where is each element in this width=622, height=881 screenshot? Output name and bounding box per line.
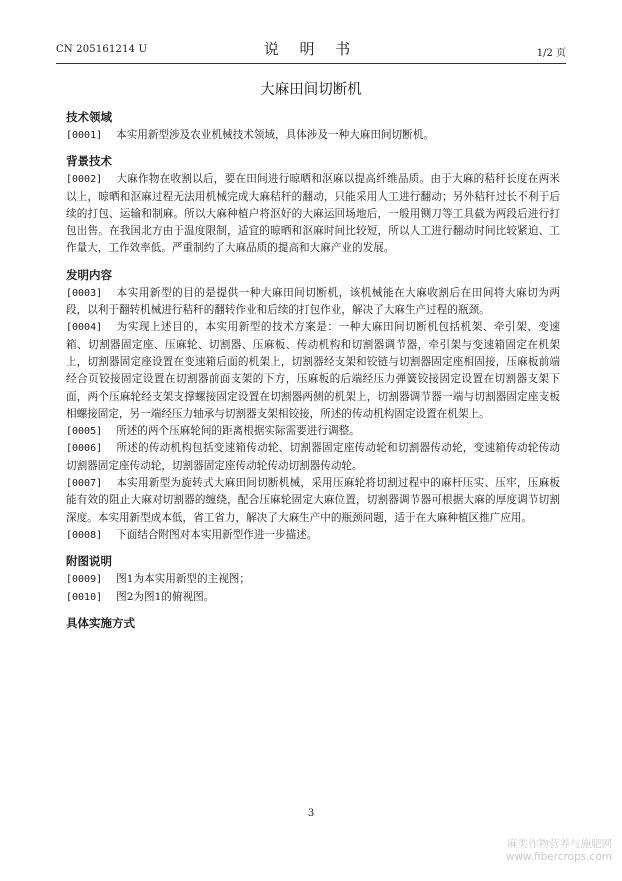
- paragraph: [66, 571, 560, 588]
- paragraph-text: 下面结合附图对本实用新型作进一步描述。: [116, 528, 318, 541]
- paragraph-text: 大麻作物在收割以后，要在田间进行晾晒和沤麻以提高纤维品质。由于大麻的秸秆长度在两米以上，晾晒和沤麻过程无法用机械完成大麻秸秆的翻动，只能采用人工进行翻动；另外秸秆过长不利于后续的打包、运输和制麻。所以大麻种植户将沤好的大麻运回场地后，一般用铡刀等工具截为两段后进行打包出售。在我国北方由于温度限制，适宜的晾晒和沤麻时间比较短，所以人工进行翻动时间比较紧迫、工作量大，工作效率低。严重制约了大麻品质的提高和大麻产业的发展。: [66, 173, 560, 255]
- paragraph-number: [0010]: [66, 591, 103, 603]
- paragraph-text: 为实现上述目的，本实用新型的技术方案是：一种大麻田间切断机包括机架、牵引架、变速箱、切割器固定座、压麻轮、切割器、压麻板、传动机构和切割器调节器，牵引架与变速箱固定在机架上，切割器固定座设置在变速箱后面的机架上，切割器经支架和铰链与切割器固定座相固接，压麻板前端经合页铰接固定设置在切割器前面支架的下方，压麻板的后端经压力弹簧铰接固定设置在切割器支架下面，两个压麻轮经支架支撑螺接固定设置在切割器两侧的机架上，切割器调节器一端与切割器固定座支板相螺接固定，另一端经压力轴承与切割器支架相铰接，所述的传动机构固定设置在机架上。: [66, 321, 560, 420]
- section-heading: 技术领域: [66, 110, 112, 124]
- watermark-url: www.fibercrops.com: [505, 851, 612, 863]
- paragraph: [66, 527, 560, 544]
- paragraph: [66, 589, 560, 606]
- paragraph: [66, 423, 560, 440]
- paragraph-number: [0005]: [66, 426, 103, 438]
- header-divider: [56, 63, 566, 64]
- patent-number: CN 205161214 U: [56, 44, 148, 55]
- paragraph: [66, 440, 560, 475]
- paragraph-text: 本实用新型的目的是提供一种大麻田间切断机，该机械能在大麻收割后在田间将大麻切为两段，以利于翻转机械进行秸秆的翻转作业和后续的打包作业，解决了大麻生产过程的瓶颈。: [66, 286, 560, 317]
- paragraph-number: [0007]: [66, 478, 103, 490]
- section: [66, 266, 560, 544]
- section-heading: 发明内容: [66, 267, 112, 282]
- paragraph-number: [0003]: [66, 287, 103, 299]
- paragraph-number: [0004]: [66, 322, 103, 334]
- paragraph-text: 本实用新型为旋转式大麻田间切断机械，采用压麻轮将切割过程中的麻杆压实、压牢，压麻板能有效的阻止大麻对切割器的缠绕，配合压麻轮固定大麻位置，切割器调节器可根据大麻的厚度调节切割深度。本实用新型成本低，省工省力，解决了大麻生产中的瓶颈问题，适于在大麻种植区推广应用。: [66, 477, 560, 524]
- paragraph-number: [0009]: [66, 574, 103, 586]
- page-header: [56, 38, 566, 58]
- section: [66, 552, 560, 606]
- paragraph: [66, 285, 560, 320]
- paragraph: [66, 319, 560, 423]
- section: [66, 614, 560, 633]
- section: [66, 152, 560, 257]
- paragraph: [66, 127, 560, 144]
- paragraph-text: 本实用新型涉及农业机械技术领域，具体涉及一种大麻田间切断机。: [116, 129, 434, 141]
- section-heading: 背景技术: [66, 154, 112, 169]
- section: [66, 108, 560, 144]
- paragraph-text: 所述的两个压麻轮间的距离根据实际需要进行调整。: [116, 425, 360, 438]
- paragraph-number: [0008]: [66, 529, 103, 541]
- watermark-text: 麻类作物营养与施肥网: [507, 838, 612, 850]
- paragraph-number: [0001]: [66, 130, 103, 141]
- paragraph: [66, 171, 560, 257]
- paragraph-text: 所述的传动机构包括变速箱传动轮、切割器固定座传动轮和切割器传动轮，变速箱传动轮传动切割器固定座传动轮，切割器固定座传动轮传动切割器传动轮。: [66, 442, 560, 472]
- document-title: 大麻田间切断机: [260, 82, 362, 98]
- section-heading: 附图说明: [66, 554, 112, 569]
- document-body: [66, 108, 560, 641]
- paragraph-text: 图2为图1的俯视图。: [116, 590, 215, 603]
- paragraph-text: 图1为本实用新型的主视图；: [116, 573, 250, 586]
- paragraph-number: [0002]: [66, 174, 103, 186]
- watermark: [506, 838, 612, 864]
- document-type: 说 明 书: [263, 40, 359, 58]
- section-heading: 具体实施方式: [66, 615, 135, 630]
- page-number: 3: [307, 808, 315, 819]
- paragraph-number: [0006]: [66, 443, 103, 455]
- page-indicator: 1/2 页: [536, 48, 566, 59]
- paragraph: [66, 475, 560, 527]
